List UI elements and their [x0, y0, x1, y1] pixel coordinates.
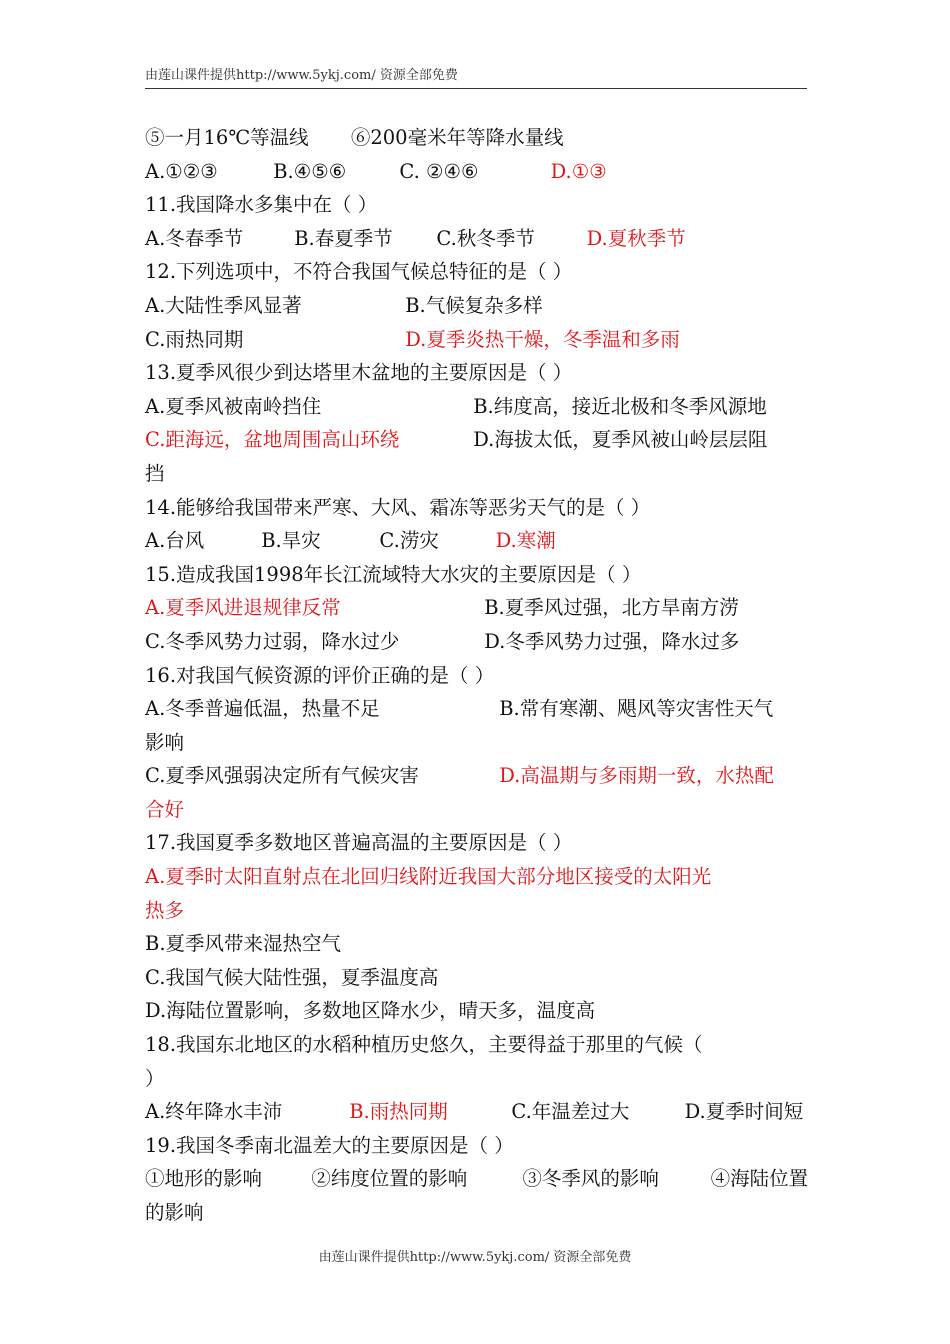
- q12-answer-d: D.夏季炎热干燥，冬季温和多雨: [405, 327, 680, 351]
- q13-choice-d: D.海拔太低，夏季风被山岭层层阻: [473, 428, 768, 452]
- q17-choice-d: D.海陆位置影响，多数地区降水少，晴天多，温度高: [145, 999, 596, 1023]
- q18-choice-c: C.年温差过大: [511, 1100, 630, 1124]
- q16-choice-b-continued: 影响: [145, 730, 185, 754]
- q19-option-4: ④海陆位置: [710, 1167, 809, 1191]
- q16-choices-cd: [145, 759, 807, 793]
- question-14: 14.能够给我国带来严寒、大风、霜冻等恶劣天气的是（ ）: [145, 495, 651, 519]
- q14-choice-c: C.涝灾: [379, 529, 439, 553]
- question-19: 19.我国冬季南北温差大的主要原因是（ ）: [145, 1133, 514, 1157]
- q12-choices-cd: [145, 323, 807, 357]
- q13-choice-a: A.夏季风被南岭挡住: [145, 394, 322, 418]
- q12-choice-b: B.气候复杂多样: [405, 293, 543, 317]
- question-16: 16.对我国气候资源的评价正确的是（ ）: [145, 663, 495, 687]
- q17-choice-c: C.我国气候大陆性强，夏季温度高: [145, 965, 439, 989]
- question-12: 12.下列选项中，不符合我国气候总特征的是（ ）: [145, 260, 573, 284]
- q12-choice-a: A.大陆性季风显著: [145, 293, 302, 317]
- q11-answer-d: D.夏秋季节: [586, 226, 686, 250]
- q19-option-1: ①地形的影响: [145, 1167, 263, 1191]
- q14-answer-d: D.寒潮: [495, 529, 556, 553]
- line-options-5-6: [145, 121, 807, 155]
- page-header: 由莲山课件提供http://www.5ykj.com/ 资源全部免费: [145, 64, 807, 89]
- q15-choice-b: B.夏季风过强，北方旱南方涝: [484, 596, 739, 620]
- question-11: 11.我国降水多集中在（ ）: [145, 193, 378, 217]
- question-13: 13.夏季风很少到达塔里木盆地的主要原因是（ ）: [145, 361, 573, 385]
- q14-choice-a: A.台风: [145, 529, 205, 553]
- q15-choices-ab: [145, 591, 807, 625]
- q12-choice-c: C.雨热同期: [145, 327, 244, 351]
- q18-choices: [145, 1095, 807, 1129]
- q17-answer-a-continued: 热多: [145, 898, 185, 922]
- q14-choices: [145, 524, 807, 558]
- q11-choice-c: C.秋冬季节: [436, 226, 535, 250]
- q15-answer-a: A.夏季风进退规律反常: [145, 596, 341, 620]
- q19-option-2: ②纬度位置的影响: [311, 1167, 468, 1191]
- q17-choice-b: B.夏季风带来湿热空气: [145, 932, 342, 956]
- q19-option-4-continued: 的影响: [145, 1201, 204, 1224]
- q18-choice-d: D.夏季时间短: [684, 1100, 804, 1124]
- option-6: ⑥200毫米年等降水量线: [350, 126, 564, 149]
- question-18: 18.我国东北地区的水稻种植历史悠久，主要得益于那里的气候（: [145, 1033, 703, 1057]
- q13-choices-ab: [145, 390, 807, 424]
- q11-choice-a: A.冬春季节: [145, 226, 244, 250]
- q11-choice-b: B.春夏季节: [294, 226, 393, 250]
- page-footer: 由莲山课件提供http://www.5ykj.com/ 资源全部免费: [318, 1250, 632, 1265]
- option-5: ⑤一月16℃等温线: [145, 126, 309, 149]
- q10-choices: [145, 155, 807, 189]
- q14-choice-b: B.旱灾: [261, 529, 321, 553]
- q10-choice-a: A.①②③: [145, 159, 218, 183]
- q13-choice-b: B.纬度高，接近北极和冬季风源地: [473, 394, 767, 418]
- q19-option-3: ③冬季风的影响: [522, 1167, 659, 1191]
- question-18-continued: ）: [145, 1066, 165, 1090]
- question-17: 17.我国夏季多数地区普遍高温的主要原因是（ ）: [145, 831, 573, 855]
- q16-choices-ab: [145, 692, 807, 726]
- q18-choice-a: A.终年降水丰沛: [145, 1100, 283, 1124]
- q13-choice-d-continued: 挡: [145, 461, 165, 485]
- q10-choice-b: B.④⑤⑥: [273, 159, 347, 183]
- q15-choices-cd: [145, 625, 807, 659]
- q16-answer-d: D.高温期与多雨期一致，水热配: [499, 764, 774, 788]
- q13-answer-c: C.距海远，盆地周围高山环绕: [145, 428, 400, 452]
- q16-choice-b: B.常有寒潮、飓风等灾害性天气: [499, 697, 774, 721]
- q16-choice-c: C.夏季风强弱决定所有气候灾害: [145, 764, 419, 788]
- q16-choice-a: A.冬季普遍低温，热量不足: [145, 697, 380, 721]
- question-15: 15.造成我国1998年长江流域特大水灾的主要原因是（ ）: [145, 562, 642, 586]
- q10-choice-c: C. ②④⑥: [399, 159, 479, 183]
- q13-choices-cd: [145, 423, 807, 457]
- q19-options: [145, 1162, 807, 1196]
- q16-answer-d-continued: 合好: [145, 797, 185, 821]
- q15-choice-c: C.冬季风势力过弱，降水过少: [145, 629, 400, 653]
- q18-answer-b: B.雨热同期: [349, 1100, 448, 1124]
- q12-choices-ab: [145, 289, 807, 323]
- q11-choices: [145, 222, 807, 256]
- q17-answer-a: A.夏季时太阳直射点在北回归线附近我国大部分地区接受的太阳光: [145, 865, 712, 889]
- q15-choice-d: D.冬季风势力过强，降水过多: [484, 629, 740, 653]
- question-list: [145, 121, 807, 1230]
- q10-answer-d: D.①③: [550, 159, 607, 183]
